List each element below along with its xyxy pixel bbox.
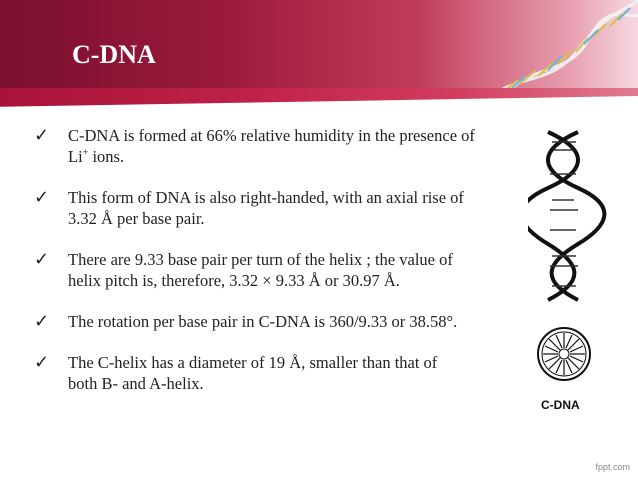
- list-item: [34, 125, 514, 167]
- bullet-line: 3.32 Å per base pair.: [68, 209, 205, 228]
- bullet-list: [34, 125, 514, 414]
- list-item: [34, 187, 514, 229]
- bullet-line: This form of DNA is also right-handed, with an axial rise of: [68, 188, 464, 207]
- list-item: [34, 311, 514, 332]
- list-item: [34, 249, 514, 291]
- bullet-line: The C-helix has a diameter of 19 Å, smaller than that of: [68, 353, 438, 372]
- check-icon: ✓: [34, 311, 50, 332]
- check-icon: ✓: [34, 187, 50, 208]
- slide-title: C-DNA: [72, 40, 156, 69]
- list-item: [34, 352, 514, 394]
- figure-label: C-DNA: [541, 398, 580, 412]
- bullet-line: Li: [68, 147, 83, 166]
- footer-watermark: fppt.com: [595, 462, 630, 472]
- check-icon: ✓: [34, 125, 50, 146]
- bullet-line: The rotation per base pair in C-DNA is 360/9.33 or 38.58°.: [68, 312, 458, 331]
- bullet-line: There are 9.33 base pair per turn of the helix ; the value of: [68, 250, 453, 269]
- bullet-line: both B- and A-helix.: [68, 374, 204, 393]
- bullet-line: ions.: [88, 147, 125, 166]
- slide-header: [0, 0, 638, 110]
- superscript: +: [82, 147, 89, 159]
- bullet-line: C-DNA is formed at 66% relative humidity in the presence of: [68, 126, 475, 145]
- check-icon: ✓: [34, 249, 50, 270]
- bullet-line: helix pitch is, therefore, 3.32 × 9.33 Å or 30.97 Å.: [68, 271, 400, 290]
- check-icon: ✓: [34, 352, 50, 373]
- c-dna-helix-figure: [528, 130, 608, 400]
